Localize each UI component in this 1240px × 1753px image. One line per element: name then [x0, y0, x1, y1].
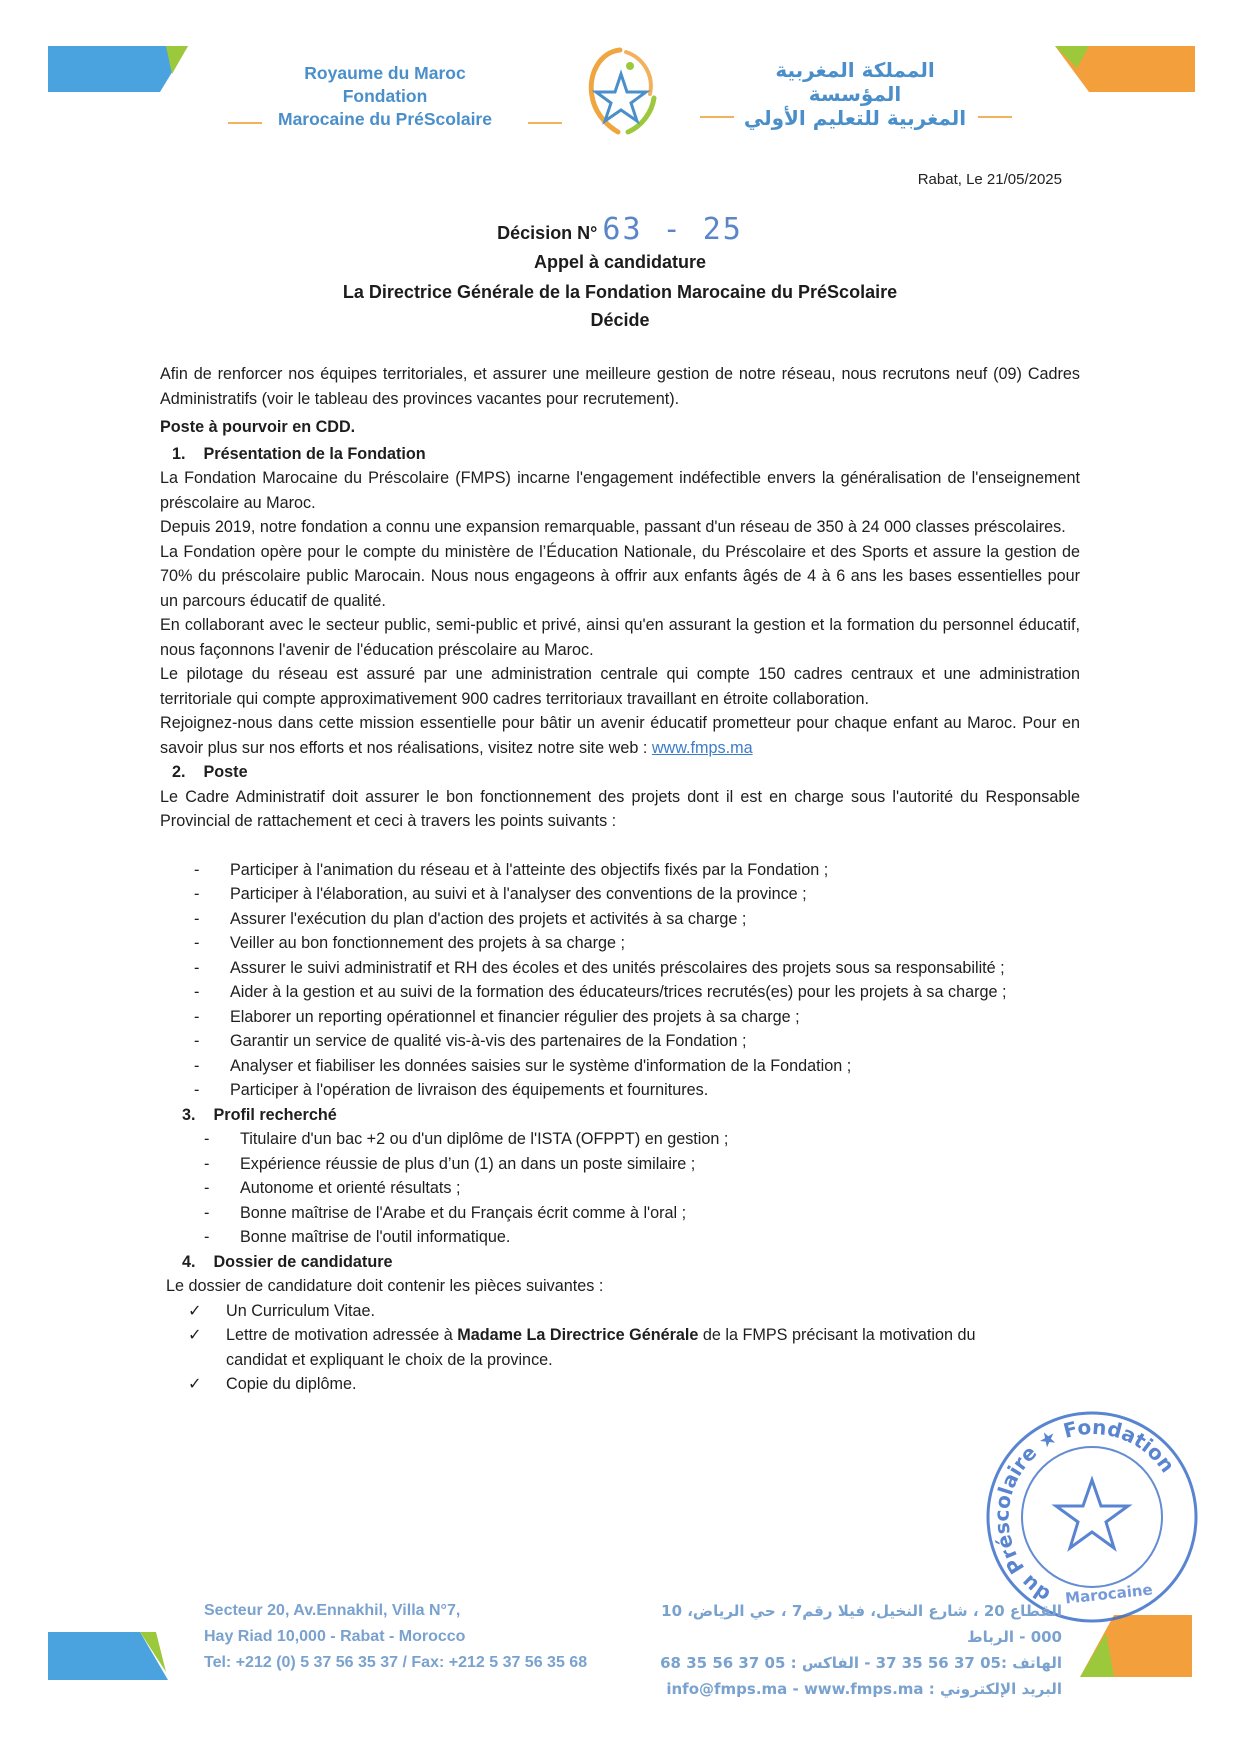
list-item: - Analyser et fiabiliser les données saisies sur le système d'information de la Fondation ; — [194, 1054, 1060, 1079]
section-2-duties-list — [160, 858, 1080, 1103]
header-fr-line2: Fondation — [342, 86, 428, 106]
section-3-title: 3. Profil recherché — [182, 1105, 337, 1124]
section-1-title: 1. Présentation de la Fondation — [172, 444, 426, 463]
decision-label: Décision N° — [497, 223, 598, 243]
list-item: - Titulaire d'un bac +2 ou d'un diplôme de l'ISTA (OFPPT) en gestion ; — [204, 1127, 1080, 1152]
bottom-left-corner-decoration — [48, 1632, 168, 1680]
intro-post-line: Poste à pourvoir en CDD. — [160, 418, 356, 436]
list-item: - Expérience réussie de plus d’un (1) an dans un poste similaire ; — [204, 1152, 1080, 1177]
stamp-tail-text: Marocaine — [1064, 1580, 1154, 1608]
footer-fr-line3: Tel: +212 (0) 5 37 56 35 37 / Fax: +212 5 37 56 35 68 — [204, 1654, 588, 1671]
list-item: - Participer à l'opération de livraison des équipements et fournitures. — [194, 1078, 1060, 1103]
document-body — [160, 362, 1080, 1397]
header-fr-line1: Royaume du Maroc — [304, 63, 466, 83]
footer-fr-line2: Hay Riad 10,000 - Rabat - Morocco — [204, 1628, 466, 1645]
header-fr-dash-left — [228, 122, 262, 124]
decision-number: 63 - 25 — [602, 212, 743, 247]
section-2-title: 2. Poste — [172, 763, 248, 781]
list-item: - Assurer le suivi administratif et RH des écoles et des unités préscolaires des projets sous sa responsabilité ; — [194, 956, 1060, 981]
footer-ar-line3: البريد الإلكتروني : info@fmps.ma - www.fmps.ma — [666, 1680, 1062, 1698]
section-4-title: 4. Dossier de candidature — [182, 1252, 393, 1271]
footer-ar-line1: القطاع 20 ، شارع النخيل، فيلا رقم7 ، حي الرياض، 10 000 - الرباط — [661, 1602, 1062, 1646]
list-item: - Assurer l'exécution du plan d'action des projets et activités à sa charge ; — [194, 907, 1060, 932]
decision-subtitle: Appel à candidature — [533, 252, 707, 272]
section-3-profile-list — [160, 1127, 1080, 1250]
checkmark-icon: ✓ — [188, 1301, 202, 1320]
decision-authority: La Directrice Générale de la Fondation Marocaine du PréScolaire — [342, 282, 898, 302]
decision-decides: Décide — [590, 310, 650, 330]
fmps-logo-icon — [582, 44, 660, 140]
list-item: - Participer à l'élaboration, au suivi et à l'analyser des conventions de la province ; — [194, 882, 1060, 907]
section-1-paragraph-4: En collaborant avec le secteur public, semi-public et privé, ainsi qu'en assurant la gestion et la formation du personnel éducatif, nous façonnons l'avenir de l'éducation préscolaire au Maroc. — [160, 616, 1080, 659]
header-ar-line1: المملكة المغربية — [775, 58, 935, 82]
list-item — [188, 1299, 1040, 1324]
section-4-intro: Le dossier de candidature doit contenir les pièces suivantes : — [166, 1277, 604, 1295]
document-item-letter-a: Lettre de motivation adressée à — [226, 1326, 453, 1344]
list-item: - Bonne maîtrise de l'outil informatique. — [204, 1225, 1080, 1250]
header-ar-dash-left — [700, 116, 734, 118]
document-item-diploma: Copie du diplôme. — [226, 1375, 357, 1393]
footer-ar-line2: الهاتف :05 37 56 35 37 - الفاكس : 05 37 56 35 68 — [660, 1654, 1062, 1672]
document-item-cv: Un Curriculum Vitae. — [226, 1301, 376, 1320]
intro-paragraph: Afin de renforcer nos équipes territoriales, et assurer une meilleure gestion de notre réseau, nous recrutons neuf (09) Cadres Administratifs (voir le tableau des provinces vacantes pour recrutement). — [160, 365, 1080, 408]
stamp-star-icon — [1056, 1480, 1128, 1548]
section-4-documents-list — [160, 1299, 1080, 1397]
list-item: - Elaborer un reporting opérationnel et financier régulier des projets à sa charge ; — [194, 1005, 1060, 1030]
document-item-letter-bold: Madame La Directrice Générale — [457, 1326, 699, 1344]
list-item: - Bonne maîtrise de l'Arabe et du Français écrit comme à l'oral ; — [204, 1201, 1080, 1226]
header-ar-line3: المغربية للتعليم الأولي — [743, 106, 967, 130]
header-arabic-block — [700, 58, 1010, 130]
footer-arabic-address — [660, 1598, 1062, 1702]
header-french-block — [230, 62, 540, 131]
stamp-ring-text: du Préscolaire ★ Fondation — [989, 1414, 1180, 1608]
header-fr-dash-right — [528, 122, 562, 124]
section-2-intro: Le Cadre Administratif doit assurer le bon fonctionnement des projets dont il est en charge sous l'autorité du Responsable Provincial de rattachement et ceci à travers les points suivants : — [160, 787, 1080, 830]
section-1-paragraph-3: La Fondation opère pour le compte du ministère de l’Éducation Nationale, du Préscolaire et des Sports et assure la gestion de 70% du préscolaire public Marocain. Nous nous engageons à offrir aux enfants âgés de 4 à 6 ans les bases essentielles pour un parcours éducatif de qualité. — [160, 542, 1080, 610]
checkmark-icon: ✓ — [188, 1326, 202, 1344]
section-1-paragraph-2: Depuis 2019, notre fondation a connu une expansion remarquable, passant d'un réseau de 350 à 24 000 classes préscolaires. — [160, 518, 1066, 536]
checkmark-icon: ✓ — [188, 1375, 202, 1393]
list-item: - Participer à l'animation du réseau et à l'atteinte des objectifs fixés par la Fondation ; — [194, 858, 1060, 883]
header-fr-line3: Marocaine du PréScolaire — [278, 109, 492, 129]
list-item — [188, 1323, 1040, 1372]
decision-heading — [0, 212, 1240, 247]
section-1-paragraph-6 — [160, 711, 1080, 760]
footer-french-address — [204, 1598, 587, 1676]
footer-fr-line1: Secteur 20, Av.Ennakhil, Villa N°7, — [204, 1602, 461, 1619]
top-right-corner-decoration — [1055, 46, 1195, 92]
section-1-paragraph-6-text: Rejoignez-nous dans cette mission essentielle pour bâtir un avenir éducatif prometteur pour chaque enfant au Maroc. Pour en savoir plus sur nos efforts et nos réalisations, visitez notre site web : — [160, 714, 1080, 757]
header-ar-dash-right — [978, 116, 1012, 118]
document-item-letter-b: de la FMPS précisant la motivation du candidat et expliquant le choix de la province. — [226, 1326, 976, 1369]
section-1-paragraph-1: La Fondation Marocaine du Préscolaire (FMPS) incarne l'engagement indéfectible envers la généralisation de l'enseignement préscolaire au Maroc. — [160, 469, 1080, 512]
section-1-paragraph-5: Le pilotage du réseau est assuré par une administration centrale qui compte 150 cadres centraux et une administration territoriale qui compte approximativement 900 cadres territoriaux travaillant en étroite collaboration. — [160, 665, 1080, 708]
top-left-corner-decoration — [48, 46, 188, 92]
list-item: - Garantir un service de qualité vis-à-vis des partenaires de la Fondation ; — [194, 1029, 1060, 1054]
list-item — [188, 1372, 1040, 1397]
list-item: - Autonome et orienté résultats ; — [204, 1176, 1080, 1201]
fmps-website-link[interactable]: www.fmps.ma — [651, 738, 753, 757]
header-ar-line2: المؤسسة — [808, 82, 902, 106]
list-item: - Veiller au bon fonctionnement des projets à sa charge ; — [194, 931, 1060, 956]
list-item: - Aider à la gestion et au suivi de la formation des éducateurs/trices recrutés(es) pour les projets à sa charge ; — [194, 980, 1060, 1005]
document-date: Rabat, Le 21/05/2025 — [917, 171, 1062, 188]
